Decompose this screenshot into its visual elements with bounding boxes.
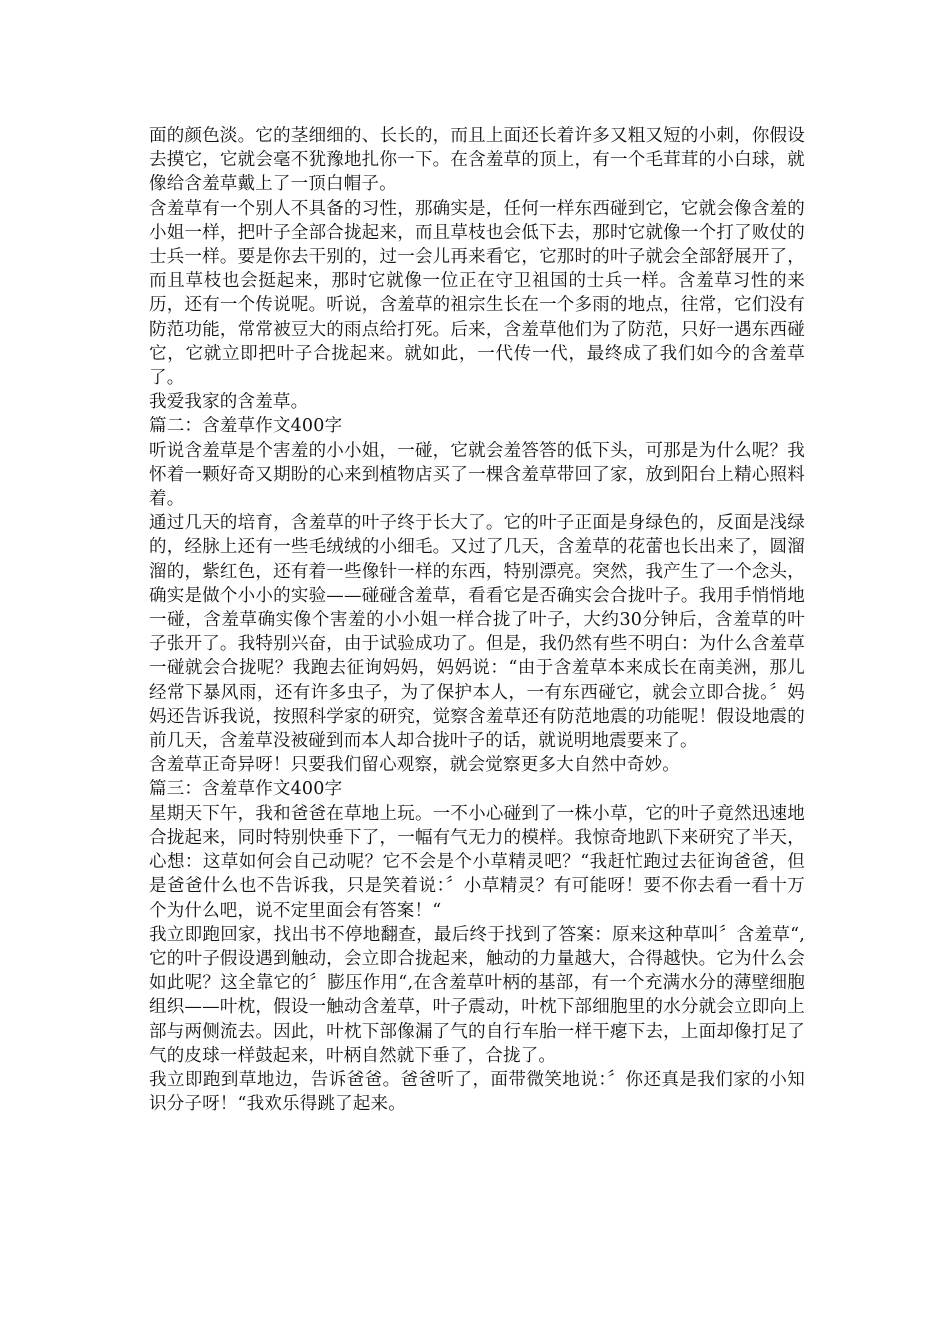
paragraph-5: 听说含羞草是个害羞的小小姐，一碰，它就会羞答答的低下头，可那是为什么呢？我怀着一颗好奇又期盼的心来到植物店买了一棵含羞草带回了家，放到阳台上精心照料着。 [149,440,805,510]
paragraph-2: 含羞草有一个别人不具备的习性，那确实是，任何一样东西碰到它，它就会像含羞的小姐一样，把叶子全部合拢起来，而且草枝也会低下去，那时它就像一个打了败仗的士兵一样。要是你去干别的，过一会儿再来看它，它那时的叶子就会全部舒展开了，而且草枝也会挺起来，那时它就像一位正在守卫祖国的士兵一样。含羞草习性的来历，还有一个传说呢。听说，含羞草的祖宗生长在一个多雨的地点，往常，它们没有防范功能，常常被豆大的雨点给打死。后来，含羞草他们为了防范，只好一遇东西碰它，它就立即把叶子合拢起来。就如此，一代传一代，最终成了我们如今的含羞草了。 [149,198,805,389]
paragraph-6: 通过几天的培育，含羞草的叶子终于长大了。它的叶子正面是身绿色的，反面是浅绿的，经脉上还有一些毛绒绒的小细毛。又过了几天，含羞草的花蕾也长出来了，圆溜溜的，紫红色，还有着一些像针一样的东西，特别漂亮。突然，我产生了一个念头，确实是做个小小的实验——碰碰含羞草，看看它是否确实会合拢叶子。我用手悄悄地一碰，含羞草确实像个害羞的小小姐一样合拢了叶子，大约30分钟后，含羞草的叶子张开了。我特别兴奋，由于试验成功了。但是，我仍然有些不明白：为什么含羞草一碰就会合拢呢？我跑去征询妈妈，妈妈说：“由于含羞草本来成长在南美洲，那儿经常下暴风雨，还有许多虫子，为了保护本人，一有东西碰它，就会立即合拢。〞妈妈还告诉我说，按照科学家的研究，觉察含羞草还有防范地震的功能呢！假设地震的前几天，含羞草没被碰到而本人却合拢叶子的话，就说明地震要来了。 [149,513,805,752]
paragraph-7: 含羞草正奇异呀！只要我们留心观察，就会觉察更多大自然中奇妙。 [149,755,680,776]
document-body [149,124,805,1116]
paragraph-9: 星期天下午，我和爸爸在草地上玩。一不小心碰到了一株小草，它的叶子竟然迅速地合拢起来，同时特别快垂下了，一幅有气无力的模样。我惊奇地趴下来研究了半天，心想：这草如何会自己动呢？它不会是个小草精灵吧？“我赶忙跑过去征询爸爸，但是爸爸什么也不告诉我，只是笑着说：〞小草精灵？有可能呀！要不你去看一看十万个为什么吧，说不定里面会有答案！“ [149,803,805,921]
paragraph-1: 面的颜色淡。它的茎细细的、长长的，而且上面还长着许多又粗又短的小刺，你假设去摸它，它就会毫不犹豫地扎你一下。在含羞草的顶上，有一个毛茸茸的小白球，就像给含羞草戴上了一顶白帽子。 [149,126,805,195]
paragraph-3: 我爱我家的含羞草。 [149,392,309,413]
section-heading-3: 篇三：含羞草作文400字 [149,779,343,800]
paragraph-11: 我立即跑到草地边，告诉爸爸。爸爸听了，面带微笑地说：〞你还真是我们家的小知识分子呀！“我欢乐得跳了起来。 [149,1069,805,1115]
paragraph-10: 我立即跑回家，找出书不停地翻查，最后终于找到了答案：原来这种草叫〞含羞草“,它的叶子假设遇到触动，会立即合拢起来，触动的力量越大，合得越快。它为什么会如此呢？这全靠它的〞膨压作用“,在含羞草叶柄的基部，有一个充满水分的薄壁细胞组织——叶枕，假设一触动含羞草，叶子震动，叶枕下部细胞里的水分就会立即向上部与两侧流去。因此，叶枕下部像漏了气的自行车胎一样干瘪下去，上面却像打足了气的皮球一样鼓起来，叶柄自然就下垂了，合拢了。 [149,924,805,1066]
section-heading-2: 篇二：含羞草作文400字 [149,416,343,437]
